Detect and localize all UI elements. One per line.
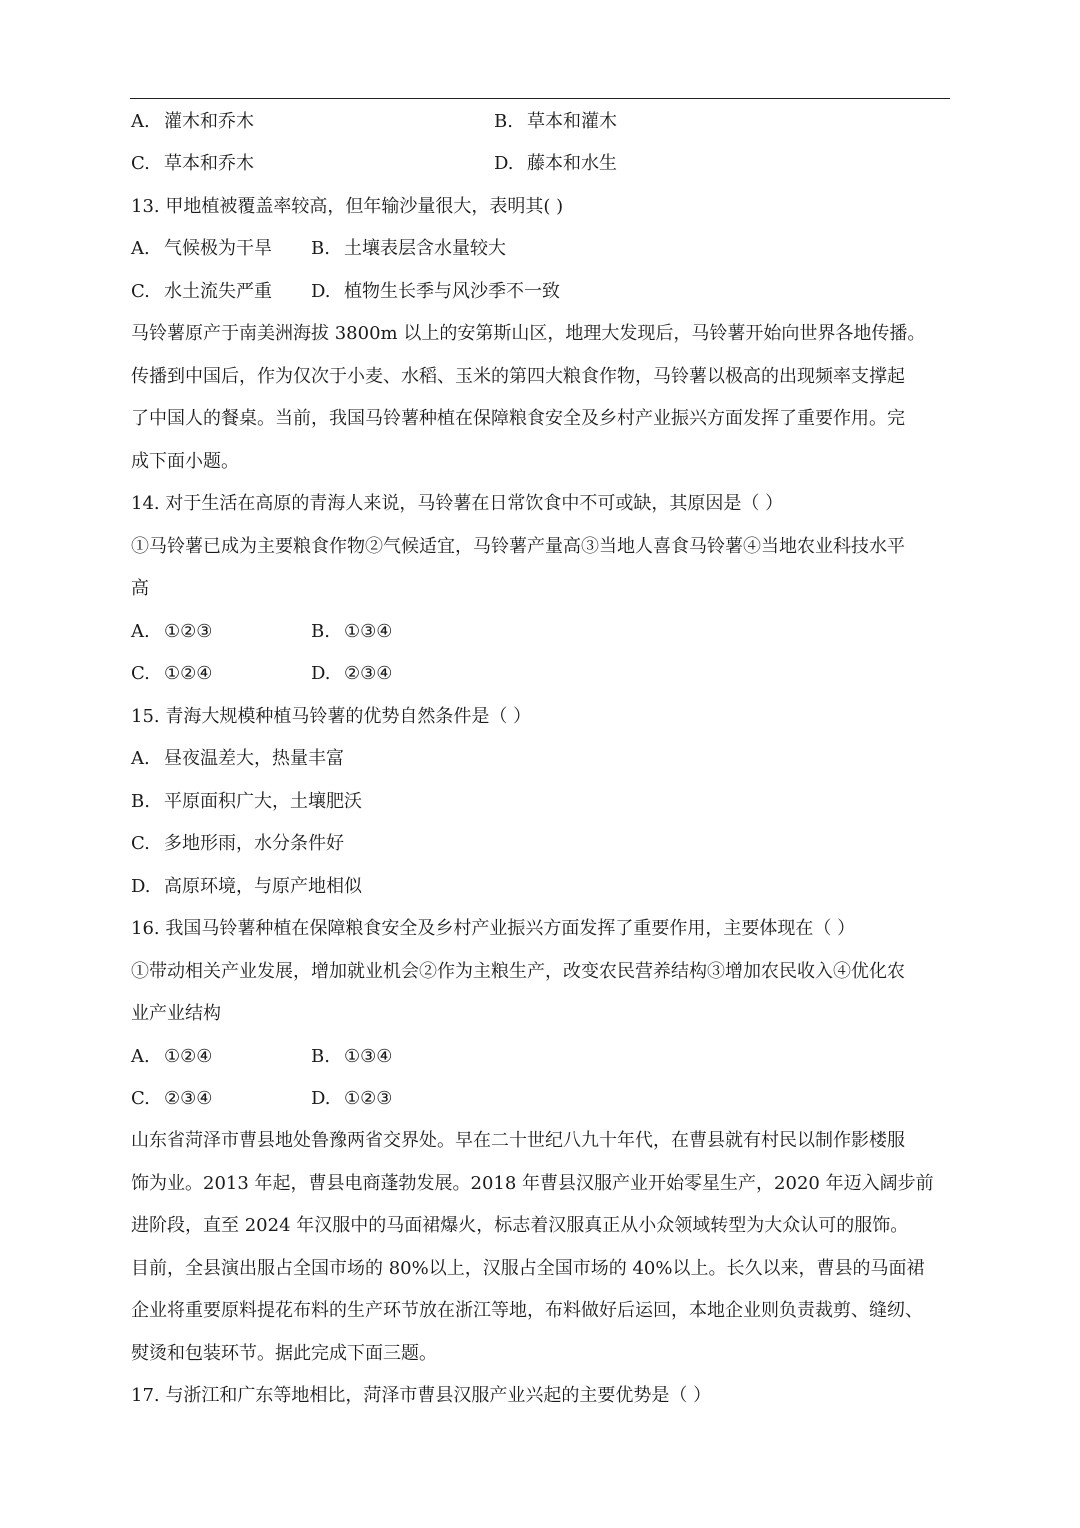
option-letter: D. xyxy=(131,876,151,897)
q15-option-a xyxy=(131,746,344,772)
q13-stem: 13. 甲地植被覆盖率较高，但年输沙量很大，表明其( ) xyxy=(131,196,564,217)
q16-option-a xyxy=(131,1044,212,1070)
q14-stem: 14. 对于生活在高原的青海人来说，马铃薯在日常饮食中不可或缺，其原因是（ ） xyxy=(131,493,784,514)
option-letter: A. xyxy=(131,621,150,642)
option-letter: D. xyxy=(311,281,331,302)
option-letter: A. xyxy=(131,238,150,259)
q16-items: 业产业结构 xyxy=(131,1003,221,1024)
q14-option-c xyxy=(131,661,212,687)
hanfu-passage-line: 目前，全县演出服占全国市场的 80%以上，汉服占全国市场的 40%以上。长久以来，曹县的马面裙 xyxy=(131,1258,925,1279)
q12-option-c xyxy=(131,151,254,177)
option-text: 草本和乔木 xyxy=(164,153,254,174)
option-text: ②③④ xyxy=(164,1088,213,1109)
option-letter: A. xyxy=(131,748,150,769)
hanfu-passage-line: 企业将重要原料提花布料的生产环节放在浙江等地，布料做好后运回，本地企业则负责裁剪、缝纫、 xyxy=(131,1300,923,1321)
option-text: ②③④ xyxy=(344,663,393,684)
potato-passage-line: 传播到中国后，作为仅次于小麦、水稻、玉米的第四大粮食作物，马铃薯以极高的出现频率支撑起 xyxy=(131,366,905,387)
hanfu-passage-line: 山东省菏泽市曹县地处鲁豫两省交界处。早在二十世纪八九十年代，在曹县就有村民以制作影楼服 xyxy=(131,1130,905,1151)
q16-option-d xyxy=(311,1086,392,1112)
option-text: 气候极为干旱 xyxy=(164,238,272,259)
option-text: 植物生长季与风沙季不一致 xyxy=(344,281,560,302)
option-letter: B. xyxy=(131,791,150,812)
hanfu-passage-line: 进阶段，直至 2024 年汉服中的马面裙爆火，标志着汉服真正从小众领域转型为大众认可的服饰。 xyxy=(131,1215,909,1236)
potato-passage-line: 成下面小题。 xyxy=(131,451,239,472)
option-text: 高原环境，与原产地相似 xyxy=(164,876,362,897)
header-rule xyxy=(130,98,950,99)
q17-stem: 17. 与浙江和广东等地相比，菏泽市曹县汉服产业兴起的主要优势是（ ） xyxy=(131,1385,712,1406)
option-letter: A. xyxy=(131,111,150,132)
q16-stem: 16. 我国马铃薯种植在保障粮食安全及乡村产业振兴方面发挥了重要作用，主要体现在（ ） xyxy=(131,918,856,939)
option-text: 水土流失严重 xyxy=(164,281,272,302)
q13-option-c xyxy=(131,279,272,305)
option-text: ①②③ xyxy=(344,1088,393,1109)
option-text: ①②③ xyxy=(164,621,213,642)
q12-option-b xyxy=(494,109,617,135)
q14-option-b xyxy=(311,619,392,645)
option-text: 藤本和水生 xyxy=(527,153,617,174)
q12-option-d xyxy=(494,151,617,177)
option-text: 昼夜温差大，热量丰富 xyxy=(164,748,344,769)
option-letter: B. xyxy=(311,238,330,259)
q14-items: ①马铃薯已成为主要粮食作物②气候适宜，马铃薯产量高③当地人喜食马铃薯④当地农业科技水平 xyxy=(131,536,905,557)
option-letter: C. xyxy=(131,1088,150,1109)
q12-option-a xyxy=(131,109,254,135)
option-text: ①③④ xyxy=(344,621,393,642)
option-text: 土壤表层含水量较大 xyxy=(344,238,506,259)
q15-option-b xyxy=(131,789,362,815)
option-letter: B. xyxy=(311,621,330,642)
option-text: 草本和灌木 xyxy=(527,111,617,132)
option-letter: A. xyxy=(131,1046,150,1067)
q14-option-a xyxy=(131,619,212,645)
q15-option-d xyxy=(131,874,362,900)
option-letter: C. xyxy=(131,153,150,174)
q15-stem: 15. 青海大规模种植马铃薯的优势自然条件是（ ） xyxy=(131,706,532,727)
q14-option-d xyxy=(311,661,392,687)
option-text: ①②④ xyxy=(164,663,213,684)
potato-passage-line: 马铃薯原产于南美洲海拔 3800m 以上的安第斯山区，地理大发现后，马铃薯开始向世界各地传播。 xyxy=(131,323,926,344)
option-letter: C. xyxy=(131,281,150,302)
potato-passage-line: 了中国人的餐桌。当前，我国马铃薯种植在保障粮食安全及乡村产业振兴方面发挥了重要作用。完 xyxy=(131,408,905,429)
hanfu-passage-line: 熨烫和包装环节。据此完成下面三题。 xyxy=(131,1343,437,1364)
q13-option-a xyxy=(131,236,272,262)
option-letter: D. xyxy=(494,153,514,174)
option-letter: D. xyxy=(311,1088,331,1109)
option-letter: C. xyxy=(131,833,150,854)
q16-option-c xyxy=(131,1086,212,1112)
q16-option-b xyxy=(311,1044,392,1070)
option-text: ①③④ xyxy=(344,1046,393,1067)
option-letter: D. xyxy=(311,663,331,684)
option-text: ①②④ xyxy=(164,1046,213,1067)
q16-items: ①带动相关产业发展，增加就业机会②作为主粮生产，改变农民营养结构③增加农民收入④优化农 xyxy=(131,961,905,982)
option-text: 灌木和乔木 xyxy=(164,111,254,132)
q14-items: 高 xyxy=(131,578,149,599)
option-text: 平原面积广大，土壤肥沃 xyxy=(164,791,362,812)
q15-option-c xyxy=(131,831,344,857)
option-letter: C. xyxy=(131,663,150,684)
option-text: 多地形雨，水分条件好 xyxy=(164,833,344,854)
option-letter: B. xyxy=(311,1046,330,1067)
option-letter: B. xyxy=(494,111,513,132)
q13-option-d xyxy=(311,279,560,305)
q13-option-b xyxy=(311,236,506,262)
hanfu-passage-line: 饰为业。2013 年起，曹县电商蓬勃发展。2018 年曹县汉服产业开始零星生产，2020 年迈入阔步前 xyxy=(131,1173,934,1194)
